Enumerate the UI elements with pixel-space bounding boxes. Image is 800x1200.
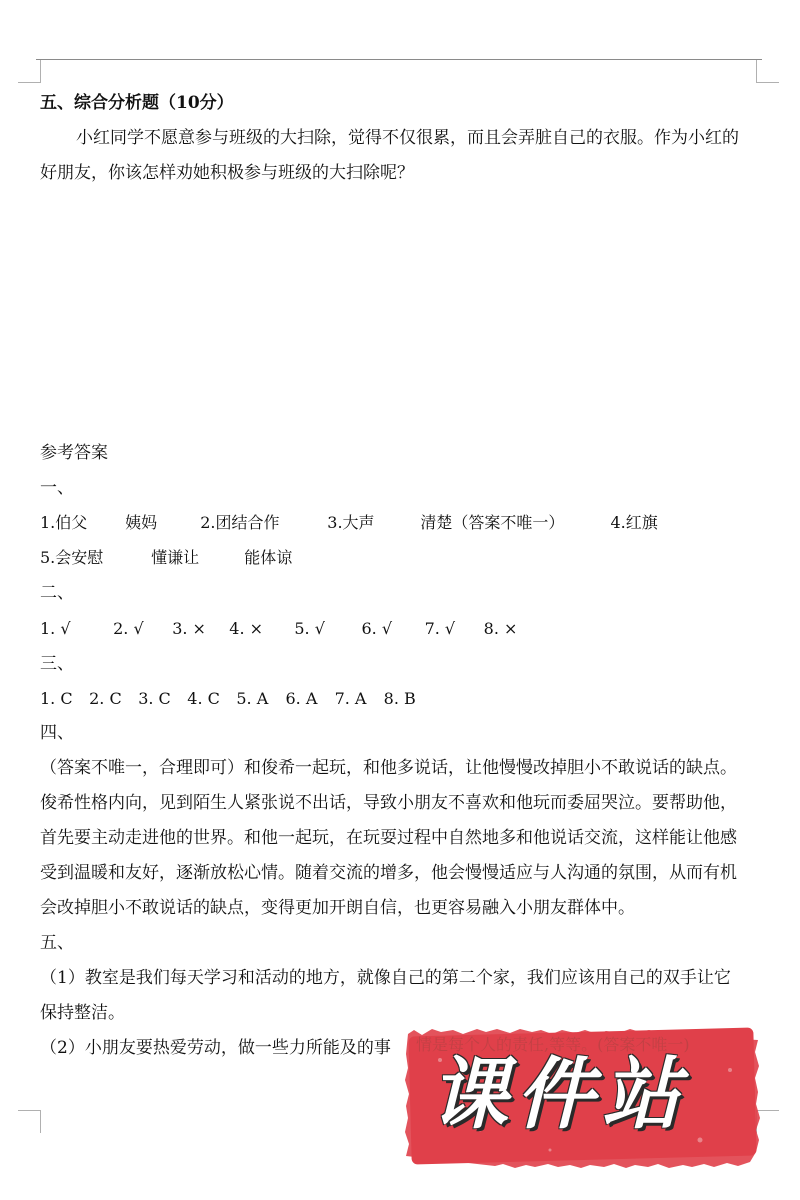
- answer-item: 6. √: [361, 619, 393, 638]
- corner-mark-top-left: [18, 60, 41, 83]
- answer-item: 2.团结合作: [200, 513, 280, 532]
- part4-line-2: 俊希性格内向，见到陌生人紧张说不出话，导致小朋友不喜欢和他玩而委屈哭泣。要帮助他，: [40, 793, 737, 813]
- section-title: 五、综合分析题（10分）: [40, 93, 234, 113]
- answer-item: 2. C: [89, 689, 122, 708]
- part2-row: [40, 618, 517, 640]
- answer-item: 清楚（答案不唯一）: [420, 513, 565, 532]
- answer-item: 7. A: [334, 689, 367, 708]
- part5-item1-line-2: 保持整洁。: [40, 1003, 125, 1023]
- answer-item: 5.会安慰: [40, 548, 104, 567]
- answer-item: 3. C: [138, 689, 171, 708]
- part4-line-3: 首先要主动走进他的世界。和他一起玩，在玩耍过程中自然地多和他说话交流，这样能让他感: [40, 828, 737, 848]
- part5-item2-line: （2）小朋友要热爱劳动，做一些力所能及的事: [40, 1038, 391, 1058]
- answer-item: 3.大声: [327, 513, 375, 532]
- part3-label: 三、: [40, 654, 74, 674]
- answer-item: 5. √: [294, 619, 325, 638]
- part4-label: 四、: [40, 723, 74, 743]
- part5-item2-faded-text: 情是每个人的责任,等等。(答案不唯一): [416, 1035, 690, 1054]
- answer-item: 2. √: [113, 619, 144, 638]
- answer-item: 1.伯父: [40, 513, 88, 532]
- part5-item1-line-1: （1）教室是我们每天学习和活动的地方，就像自己的第二个家，我们应该用自己的双手让它: [40, 968, 731, 988]
- answer-item: 4. ×: [229, 619, 264, 638]
- part3-row: [40, 688, 416, 710]
- answer-item: 7. √: [424, 619, 456, 638]
- part4-line-1: （答案不唯一，合理即可）和俊希一起玩，和他多说话，让他慢慢改掉胆小不敢说话的缺点。: [40, 758, 737, 778]
- corner-mark-top-right: [756, 60, 779, 83]
- corner-mark-bottom-left: [18, 1110, 41, 1133]
- answer-item: 8. ×: [483, 619, 518, 638]
- answer-item: 8. B: [383, 689, 416, 708]
- answer-item: 姨妈: [125, 513, 158, 532]
- part5-label: 五、: [40, 933, 74, 953]
- part1-label: 一、: [40, 478, 74, 498]
- header-rule: [36, 59, 762, 60]
- answer-item: 1. C: [40, 689, 73, 708]
- answer-item: 能体谅: [244, 548, 293, 567]
- part1-row2: [40, 547, 292, 569]
- answer-item: 懂谦让: [151, 548, 200, 567]
- question-line-1: 小红同学不愿意参与班级的大扫除，觉得不仅很累，而且会弄脏自己的衣服。作为小红的: [76, 128, 739, 148]
- answer-item: 3. ×: [172, 619, 206, 638]
- part1-row1: [40, 512, 658, 534]
- question-line-2: 好朋友，你该怎样劝她积极参与班级的大扫除呢？: [40, 163, 414, 183]
- answer-item: 4. C: [187, 689, 220, 708]
- answer-item: 1. √: [40, 619, 71, 638]
- answer-item: 4.红旗: [610, 513, 658, 532]
- watermark-text: 课件站: [430, 1050, 689, 1140]
- answers-heading: 参考答案: [40, 443, 108, 463]
- part4-line-5: 会改掉胆小不敢说话的缺点，变得更加开朗自信，也更容易融入小朋友群体中。: [40, 898, 635, 918]
- answer-item: 5. A: [236, 689, 269, 708]
- part4-line-4: 受到温暖和友好，逐渐放松心情。随着交流的增多，他会慢慢适应与人沟通的氛围，从而有机: [40, 863, 737, 883]
- part2-label: 二、: [40, 583, 74, 603]
- answer-item: 6. A: [285, 689, 318, 708]
